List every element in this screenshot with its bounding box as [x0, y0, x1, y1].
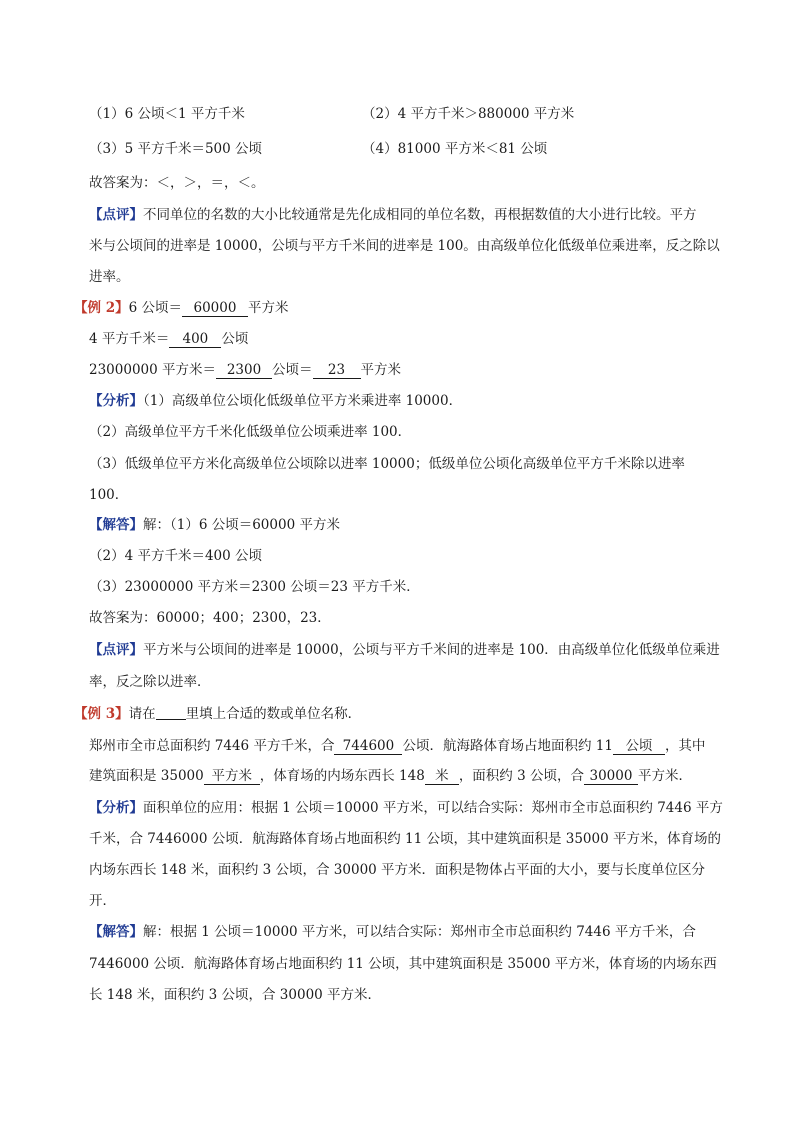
- q1-prefix: 6 公顷＝: [128, 300, 182, 316]
- analysis-tag: 【分析】: [89, 800, 143, 816]
- line-2-text-c: ，面积约 3 公顷，合: [458, 768, 584, 784]
- example-3-analysis-4: 开．: [89, 893, 116, 909]
- review-1-line-2: 米与公顷间的进率是 10000，公顷与平方千米间的进率是 100。由高级单位化低级单位乘进率，反之除以: [89, 238, 720, 254]
- q2-answer-blank: 400: [169, 331, 221, 348]
- compare-item-2: （2）4 平方千米＞880000 平方米: [362, 106, 575, 122]
- line-2-text-a: 建筑面积是 35000: [89, 768, 204, 784]
- example-2-solution-1: [89, 516, 340, 534]
- example-2-solution-2: （2）4 平方千米＝400 公顷: [89, 548, 263, 564]
- example-3-analysis-1: [89, 799, 723, 817]
- solution-text: 解：（1）6 公顷＝60000 平方米: [143, 517, 340, 533]
- q1-suffix: 平方米: [247, 300, 289, 316]
- example-2-analysis-2: （2）高级单位平方千米化低级单位公顷乘进率 100．: [89, 424, 412, 440]
- line-2-answer-blank-2: 米: [425, 768, 459, 785]
- solution-text: 解：根据 1 公顷＝10000 平方米，可以结合实际：郑州市全市总面积约 7446 平方千米，合: [143, 924, 696, 940]
- example-3-analysis-3: 内场东西长 148 米，面积约 3 公顷，合 30000 平方米．面积是物体占平面的大小，要与长度单位区分: [89, 862, 706, 878]
- prompt-suffix: 里填上合适的数或单位名称．: [185, 706, 362, 722]
- example-3-solution-1: [89, 923, 696, 941]
- example-2-analysis-3a: （3）低级单位平方米化高级单位公顷除以进率 10000；低级单位公顷化高级单位平方千米除以进率: [89, 456, 685, 472]
- prompt-blank: [156, 705, 186, 720]
- analysis-tag: 【分析】: [89, 393, 143, 409]
- review-1-line-3: 进率。: [89, 269, 130, 285]
- example-3-line-2: [89, 767, 692, 785]
- line-2-text-d: 平方米．: [637, 768, 692, 784]
- solution-tag: 【解答】: [89, 517, 143, 533]
- compare-item-4: （4）81000 平方米＜81 公顷: [362, 141, 548, 157]
- q3-answer-blank-2: 23: [313, 362, 361, 379]
- line-1-answer-blank-2: 公顷: [613, 738, 665, 755]
- solution-tag: 【解答】: [89, 924, 143, 940]
- q3-prefix: 23000000 平方米＝: [89, 362, 217, 378]
- q3-suffix: 平方米: [360, 362, 402, 378]
- example-2-solution-3: （3）23000000 平方米＝2300 公顷＝23 平方千米．: [89, 579, 420, 595]
- compare-item-1: （1）6 公顷＜1 平方千米: [89, 106, 245, 122]
- q2-suffix: 公顷: [221, 331, 249, 347]
- review-tag: 【点评】: [89, 207, 143, 223]
- q3-middle: 公顷＝: [272, 362, 313, 378]
- analysis-text: 面积单位的应用：根据 1 公顷＝10000 平方米，可以结合实际：郑州市全市总面积约 7446 平方: [143, 800, 723, 816]
- q1-answer-blank: 60000: [182, 300, 248, 317]
- example-3-analysis-2: 千米，合 7446000 公顷．航海路体育场占地面积约 11 公顷，其中建筑面积是 35000 平方米，体育场的: [89, 831, 721, 847]
- review-tag: 【点评】: [89, 642, 143, 658]
- example-3-solution-3: 长 148 米，面积约 3 公顷，合 30000 平方米．: [89, 987, 382, 1003]
- line-1-text-b: 公顷．航海路体育场占地面积约 11: [402, 738, 613, 754]
- example-3-prompt: [74, 705, 361, 723]
- example-2-answer: 故答案为：60000；400；2300，23．: [89, 610, 331, 626]
- example-3-solution-2: 7446000 公顷．航海路体育场占地面积约 11 公顷，其中建筑面积是 35000 平方米，体育场的内场东西: [89, 956, 717, 972]
- q3-answer-blank-1: 2300: [216, 362, 272, 379]
- example-2-review-1: [89, 641, 720, 659]
- example-2-tag: 【例 2】: [74, 300, 129, 316]
- example-3-tag: 【例 3】: [74, 706, 129, 722]
- q2-prefix: 4 平方千米＝: [89, 331, 170, 347]
- line-2-answer-blank-1: 平方米: [204, 768, 260, 785]
- line-1-text-a: 郑州市全市总面积约 7446 平方千米，合: [89, 738, 335, 754]
- compare-answer: 故答案为：＜，＞，＝，＜。: [89, 175, 265, 191]
- line-1-text-c: ，其中: [664, 738, 706, 754]
- example-3-line-1: [89, 737, 705, 755]
- review-text: 平方米与公顷间的进率是 10000，公顷与平方千米间的进率是 100．由高级单位化低级单位乘进: [143, 642, 720, 658]
- example-2-analysis-1: [89, 392, 462, 410]
- prompt-prefix: 请在: [128, 706, 156, 722]
- example-2-question-3: [89, 361, 401, 379]
- line-2-answer-blank-3: 30000: [584, 768, 638, 785]
- line-2-text-b: ，体育场的内场东西长 148: [259, 768, 425, 784]
- example-2-question-2: [89, 330, 248, 348]
- review-text: 不同单位的名数的大小比较通常是先化成相同的单位名数，再根据数值的大小进行比较。平方: [143, 207, 697, 223]
- review-1-line-1: [89, 206, 697, 224]
- line-1-answer-blank-1: 744600: [334, 738, 402, 755]
- analysis-text: （1）高级单位公顷化低级单位平方米乘进率 10000．: [143, 393, 463, 409]
- example-2-question-1: [74, 299, 288, 317]
- compare-item-3: （3）5 平方千米＝500 公顷: [89, 141, 263, 157]
- example-2-analysis-3b: 100．: [89, 487, 129, 503]
- example-2-review-2: 率，反之除以进率．: [89, 674, 211, 690]
